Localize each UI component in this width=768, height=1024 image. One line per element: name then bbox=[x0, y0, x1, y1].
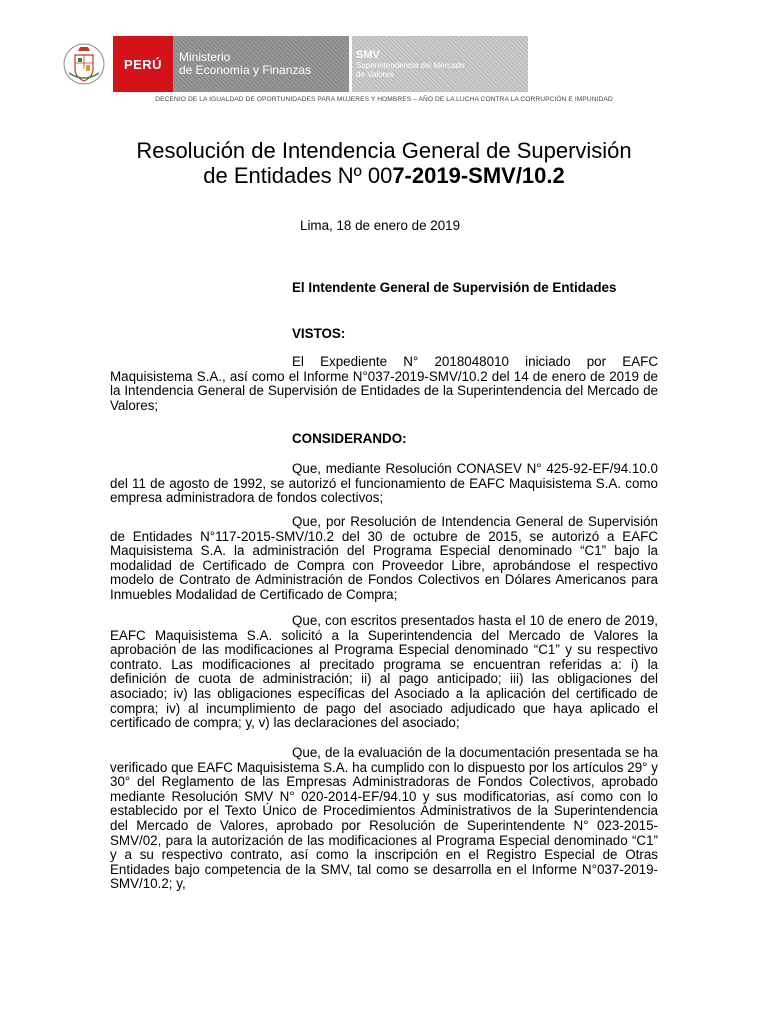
considerando-paragraph-2: Que, por Resolución de Intendencia General de Supervisión de Entidades N°117-2015-SMV/10.2 del 30 de octubre de 2015, se autorizó a EAFC Maquisistema S.A. la administración del Programa Especial denominado “C1” bajo la modalidad de Certificado de Compra con Proveedor Libre, aprobándose el respectivo modelo de Contrato de Administración de Fondos Colectivos en Dólares Americanos para Inmuebles Modalidad de Certificado de Compra; bbox=[110, 514, 658, 602]
ministry-line2: de Economía y Finanzas bbox=[179, 63, 312, 77]
decenio-banner: DECENIO DE LA IGUALDAD DE OPORTUNIDADES PARA MUJERES Y HOMBRES – AÑO DE LA LUCHA CONTRA LA CORRUPCIÓN E IMPUNIDAD bbox=[155, 96, 613, 103]
considerando-paragraph-1: Que, mediante Resolución CONASEV N° 425-92-EF/94.10.0 del 11 de agosto de 1992, se autorizó el funcionamiento de EAFC Maquisistema S.A. como empresa administradora de fondos colectivos; bbox=[110, 461, 658, 506]
agency-line1: Superintendencia del Mercado bbox=[356, 61, 465, 70]
letterhead bbox=[55, 36, 532, 92]
agency-line2: de Valores bbox=[356, 70, 394, 79]
document-date: Lima, 18 de enero de 2019 bbox=[300, 218, 461, 233]
considerando-paragraph-3: Que, con escritos presentados hasta el 10 de enero de 2019, EAFC Maquisistema S.A. solicitó a la Superintendencia del Mercado de Valores la aprobación de las modificaciones al Programa Especial denominado “C1” y su respectivo contrato. Las modificaciones al precitado programa se encuentran referidas a: i) la definición de cuota de administración; ii) al pago anticipado; iii) las obligaciones del asociado; iv) las obligaciones específicas del Asociado a la aplicación del certificado de compra; iv) al incumplimiento de pago del asociado adjudicado que haya aplicado el certificado de compra; y, v) las declaraciones del asociado; bbox=[110, 613, 658, 731]
title-line2 bbox=[80, 163, 688, 188]
agency-label bbox=[352, 36, 528, 92]
considerando-paragraph-4: Que, de la evaluación de la documentación presentada se ha verificado que EAFC Maquisistema S.A. ha cumplido con lo dispuesto por los artículos 29° y 30° del Reglamento de las Empresas Administradoras de Fondos Colectivos, aprobado mediante Resolución SMV N° 020-2014-EF/94.10 y sus modificatorias, así como con lo establecido por el Texto Único de Procedimientos Administrativos de la Superintendencia del Mercado de Valores, aprobado por Resolución de Superintendente N° 023-2015-SMV/02, para la autorización de las modificaciones al Programa Especial denominado “C1” y a su respectivo contrato, así como la inscripción en el Registro Especial de Otras Entidades bajo competencia de la SMV, tal como se desarrolla en el Informe N°037-2019-SMV/10.2; y, bbox=[110, 745, 658, 892]
vistos-heading: VISTOS: bbox=[292, 326, 346, 341]
ministry-label bbox=[173, 36, 349, 92]
author-heading: El Intendente General de Supervisión de Entidades bbox=[292, 280, 617, 295]
title-line2-prefix: de Entidades Nº 00 bbox=[203, 163, 393, 188]
title-line2-number: 7-2019-SMV/10.2 bbox=[392, 163, 565, 188]
resolution-title bbox=[80, 138, 688, 188]
ministry-line1: Ministerio bbox=[179, 50, 231, 64]
title-line1: Resolución de Intendencia General de Supervisión bbox=[136, 138, 632, 163]
peru-label: PERÚ bbox=[113, 36, 173, 92]
vistos-paragraph: El Expediente N° 2018048010 iniciado por EAFC Maquisistema S.A., así como el Informe N°037-2019-SMV/10.2 del 14 de enero de 2019 de la Intendencia General de Supervisión de Entidades de la Superintendencia del Mercado de Valores; bbox=[110, 354, 658, 413]
coat-of-arms-icon bbox=[55, 36, 113, 92]
agency-abbr: SMV bbox=[356, 49, 380, 61]
considerando-heading: CONSIDERANDO: bbox=[292, 431, 407, 446]
